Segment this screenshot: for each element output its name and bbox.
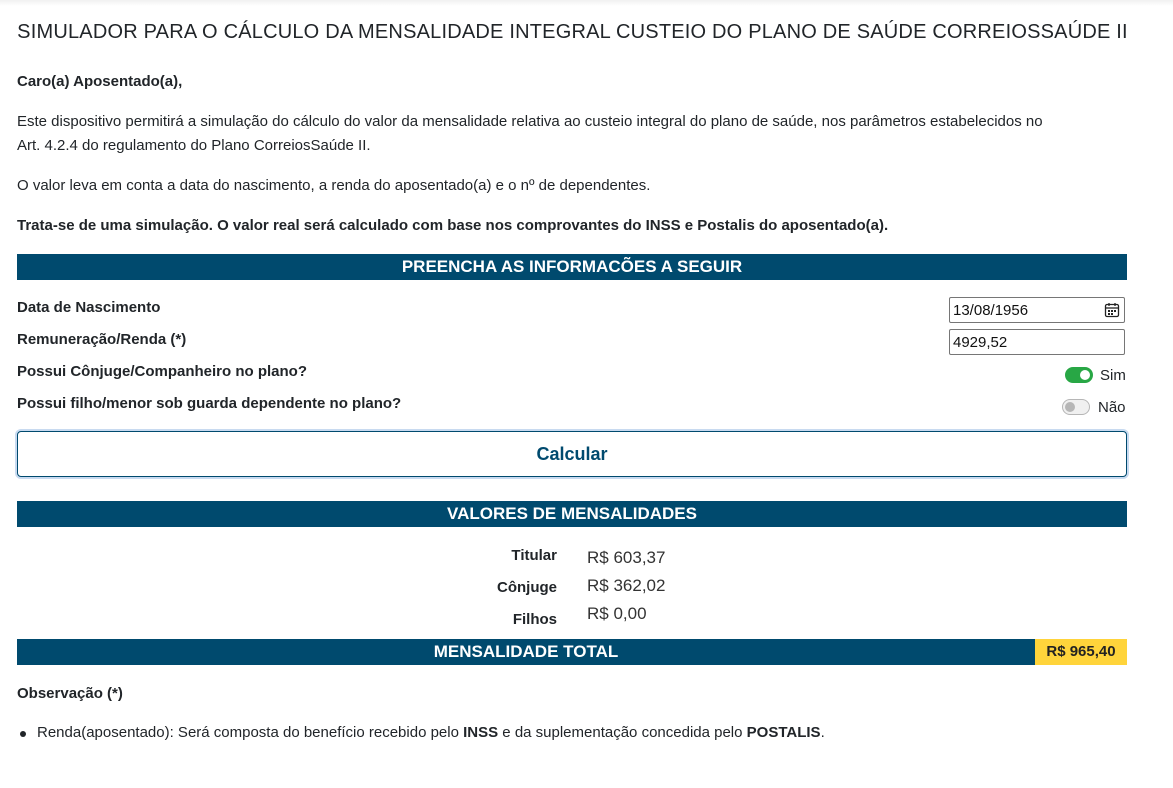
income-input[interactable] (949, 329, 1125, 355)
page-title: SIMULADOR PARA O CÁLCULO DA MENSALIDADE INTEGRAL CUSTEIO DO PLANO DE SAÚDE CORREIOSSAÚDE II (17, 21, 1128, 43)
observation-heading: Observação (*) (17, 685, 123, 702)
results-header: VALORES DE MENSALIDADES (17, 501, 1127, 527)
total-label: MENSALIDADE TOTAL (17, 639, 1035, 665)
spouse-toggle-label: Sim (1100, 367, 1126, 384)
intro-line-1: Este dispositivo permitirá a simulação do cálculo do valor da mensalidade relativa ao custeio integral do plano de saúde, nos parâmetros estabelecidos no (17, 113, 1043, 130)
note-text-b: e da suplementação concedida pelo (498, 724, 747, 741)
note-postalis: POSTALIS (746, 724, 821, 741)
birth-date-value: 13/08/1956 (953, 302, 1029, 319)
birth-date-label: Data de Nascimento (17, 299, 161, 316)
child-toggle-label: Não (1098, 399, 1126, 416)
intro-line-2: Art. 4.2.4 do regulamento do Plano CorreiosSaúde II. (17, 137, 371, 154)
spouse-question: Possui Cônjuge/Companheiro no plano? (17, 363, 308, 380)
spouse-cost-value: R$ 362,02 (587, 576, 666, 595)
greeting: Caro(a) Aposentado(a), (17, 73, 183, 90)
form-header: PREENCHA AS INFORMACÕES A SEGUIR (17, 254, 1127, 280)
calendar-icon[interactable] (1104, 302, 1120, 318)
child-toggle-knob (1065, 402, 1075, 412)
birth-date-input[interactable] (949, 297, 1125, 323)
titular-value: R$ 603,37 (587, 548, 666, 567)
spouse-toggle[interactable] (1065, 367, 1093, 383)
spouse-toggle-knob (1080, 370, 1090, 380)
note-inss: INSS (463, 724, 499, 741)
titular-label: Titular (511, 547, 557, 564)
simulation-notice: Trata-se de uma simulação. O valor real será calculado com base nos comprovantes do INSS e Postalis do aposentado(a). (17, 217, 889, 234)
top-shadow (0, 0, 1173, 6)
note-text-a: Renda(aposentado): Será composta do benefício recebido pelo (37, 724, 464, 741)
children-cost-label: Filhos (512, 611, 557, 628)
income-label: Remuneração/Renda (*) (17, 331, 187, 348)
income-value: 4929,52 (953, 334, 1008, 351)
spouse-cost-label: Cônjuge (497, 579, 557, 596)
calculate-button[interactable]: Calcular (17, 431, 1127, 477)
total-value: R$ 965,40 (1035, 639, 1127, 665)
list-bullet (20, 731, 26, 737)
intro-criteria: O valor leva em conta a data do nascimento, a renda do aposentado(a) e o nº de dependentes. (17, 177, 651, 194)
child-question: Possui filho/menor sob guarda dependente no plano? (17, 395, 402, 412)
children-cost-value: R$ 0,00 (587, 604, 647, 623)
child-toggle[interactable] (1062, 399, 1090, 415)
observation-item (37, 721, 1127, 745)
note-text-c: . (820, 724, 825, 741)
